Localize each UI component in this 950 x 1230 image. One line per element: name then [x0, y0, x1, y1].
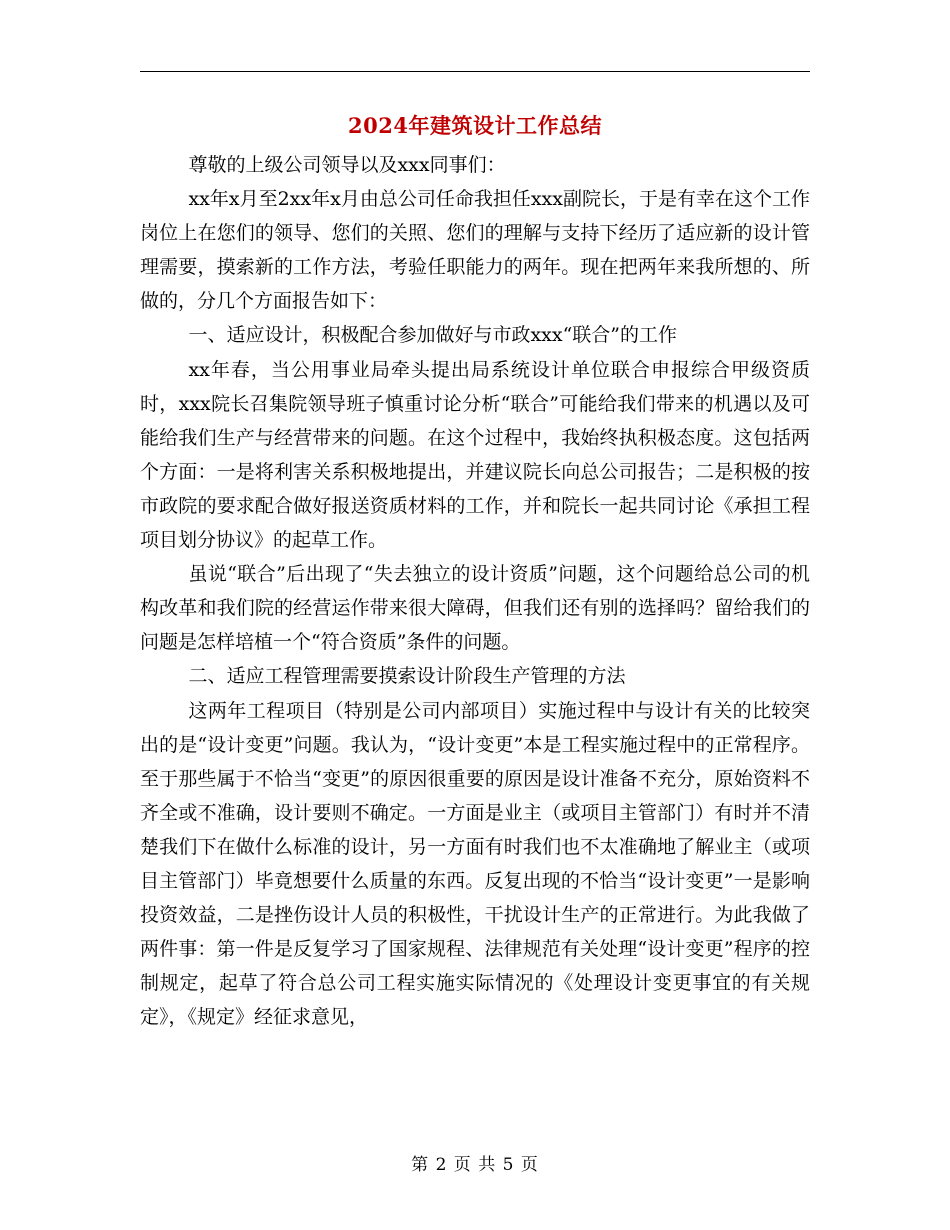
document-body: [140, 148, 810, 1034]
paragraph-section-2: 这两年工程项目（特别是公司内部项目）实施过程中与设计有关的比较突出的是“设计变更”问题。我认为，“设计变更”本是工程实施过程中的正常程序。至于那些属于不恰当“变更”的原因很重要的原因是设计准备不充分，原始资料不齐全或不准确，设计要则不确定。一方面是业主（或项目主管部门）有时并不清楚我们下在做什么标准的设计，另一方面有时我们也不太准确地了解业主（或项目主管部门）毕竟想要什么质量的东西。反复出现的不恰当“设计变更”一是影响投资效益，二是挫伤设计人员的积极性，干扰设计生产的正常进行。为此我做了两件事：第一件是反复学习了国家规程、法律规范有关处理“设计变更”程序的控制规定，起草了符合总公司工程实施实际情况的《处理设计变更事宜的有关规定》，《规定》经征求意见，: [140, 699, 810, 1029]
document-title: 2024年建筑设计工作总结: [348, 113, 602, 138]
section-heading-2: 二、适应工程管理需要摸索设计阶段生产管理的方法: [188, 665, 626, 688]
header-rule: [140, 71, 810, 72]
paragraph-section-1-b: 虽说“联合”后出现了“失去独立的设计资质”问题，这个问题给总公司的机构改革和我们院的经营运作带来很大障碍，但我们还有别的选择吗？留给我们的问题是怎样培植一个“符合资质”条件的问题。: [140, 563, 810, 654]
paragraph-intro: xx年x月至2xx年x月由总公司任命我担任xxx副院长，于是有幸在这个工作岗位上在您们的领导、您们的关照、您们的理解与支持下经历了适应新的设计管理需要，摸索新的工作方法，考验任职能力的两年。现在把两年来我所想的、所做的，分几个方面报告如下：: [140, 188, 810, 313]
section-heading-1: 一、适应设计，积极配合参加做好与市政xxx“联合”的工作: [188, 324, 678, 347]
paragraph-section-1: xx年春，当公用事业局牵头提出局系统设计单位联合申报综合甲级资质时，xxx院长召集院领导班子慎重讨论分析“联合”可能给我们带来的机遇以及可能给我们生产与经营带来的问题。在这个过程中，我始终执积极态度。这包括两个方面：一是将利害关系积极地提出，并建议院长向总公司报告；二是积极的按市政院的要求配合做好报送资质材料的工作，并和院长一起共同讨论《承担工程项目划分协议》的起草工作。: [140, 358, 810, 552]
page-number: 第 2 页 共 5 页: [411, 1155, 539, 1175]
salutation: 尊敬的上级公司领导以及xxx同事们：: [188, 154, 506, 176]
